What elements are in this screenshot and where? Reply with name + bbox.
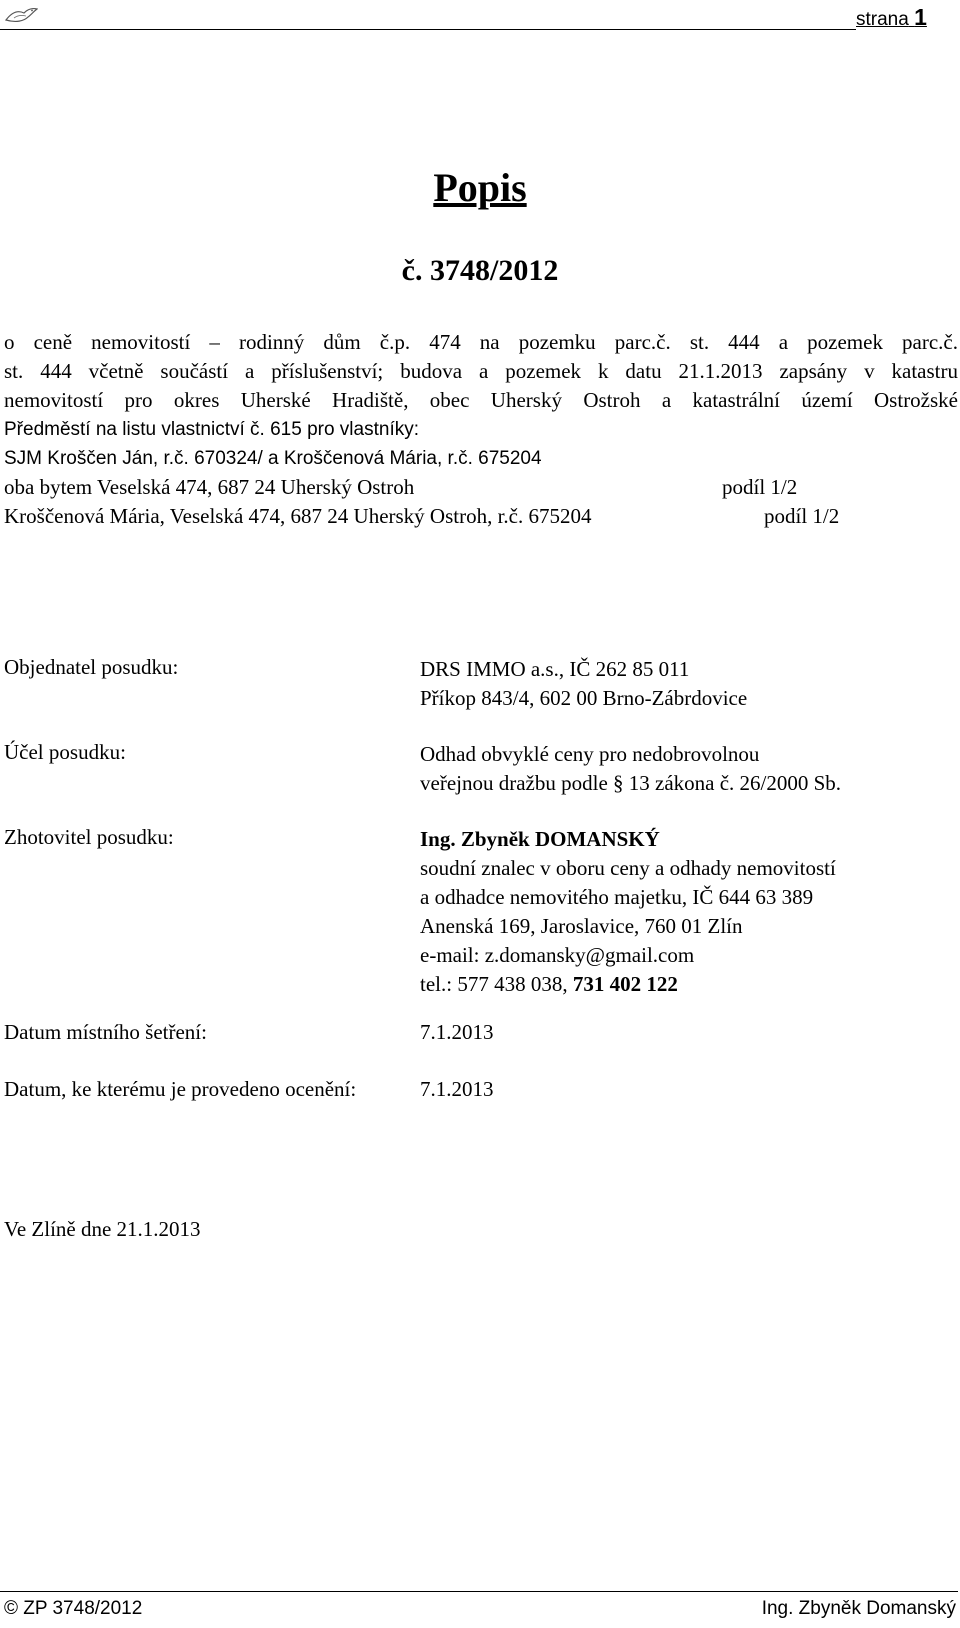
author-name: Ing. Zbyněk DOMANSKÝ [420,827,660,851]
purpose-label: Účel posudku: [4,740,126,764]
client-info [420,655,747,713]
client-address: Příkop 843/4, 602 00 Brno-Zábrdovice [420,686,748,710]
inspection-label: Datum místního šetření: [4,1020,207,1044]
author-line: Anenská 169, Jaroslavice, 760 01 Zlín [420,914,743,938]
inspection-date: 7.1.2013 [420,1020,494,1044]
owner-line: SJM Kroščen Ján, r.č. 670324/ a Kroščenová Mária, r.č. 675204 [4,448,542,469]
document-number: č. 3748/2012 [401,254,559,287]
place-date: Ve Zlíně dne 21.1.2013 [4,1217,201,1241]
bird-logo-icon [4,6,38,26]
footer-rule [0,1591,958,1592]
header-rule [0,29,856,30]
owner-row [4,502,958,531]
footer-right: Ing. Zbyněk Domanský [761,1598,956,1619]
owner-row [4,473,958,502]
page-label-text: strana [856,9,909,30]
description-line: st. 444 včetně součástí a příslušenství; budova a pozemek k datu 21.1.2013 zapsány v katastru [4,359,958,383]
client-label: Objednatel posudku: [4,655,179,679]
document-title: Popis [433,165,527,210]
valuation-label: Datum, ke kterému je provedeno ocenění: [4,1077,357,1101]
author-phone [420,970,836,999]
property-description [4,328,958,531]
client-name: DRS IMMO a.s., IČ 262 85 011 [420,657,690,681]
page-number: 1 [914,4,927,30]
valuation-date: 7.1.2013 [420,1077,494,1101]
phone-mobile: 731 402 122 [572,972,678,996]
footer-left: © ZP 3748/2012 [4,1598,143,1619]
purpose-info [420,740,841,798]
purpose-line: Odhad obvyklé ceny pro nedobrovolnou [420,742,760,766]
author-email: e-mail: z.domansky@gmail.com [420,943,695,967]
phone-prefix: tel.: 577 438 038, [420,972,573,996]
owner-text: oba bytem Veselská 474, 687 24 Uherský Ostroh [4,475,415,499]
author-line: soudní znalec v oboru ceny a odhady nemovitostí [420,856,836,880]
owner-share: podíl 1/2 [764,504,840,528]
author-info [420,825,836,999]
description-line: nemovitostí pro okres Uherské Hradiště, obec Uherský Ostroh a katastrální území Ostrožské [4,388,958,412]
page-label [856,4,927,31]
author-label: Zhotovitel posudku: [4,825,174,849]
description-line: o ceně nemovitostí – rodinný dům č.p. 474 na pozemku parc.č. st. 444 a pozemek parc.č. [4,330,958,354]
owner-text: Kroščenová Mária, Veselská 474, 687 24 Uherský Ostroh, r.č. 675204 [4,504,592,528]
author-line: a odhadce nemovitého majetku, IČ 644 63 389 [420,885,814,909]
purpose-line: veřejnou dražbu podle § 13 zákona č. 26/2000 Sb. [420,771,842,795]
description-line: Předměstí na listu vlastnictví č. 615 pro vlastníky: [4,419,420,440]
owner-share: podíl 1/2 [722,475,798,499]
